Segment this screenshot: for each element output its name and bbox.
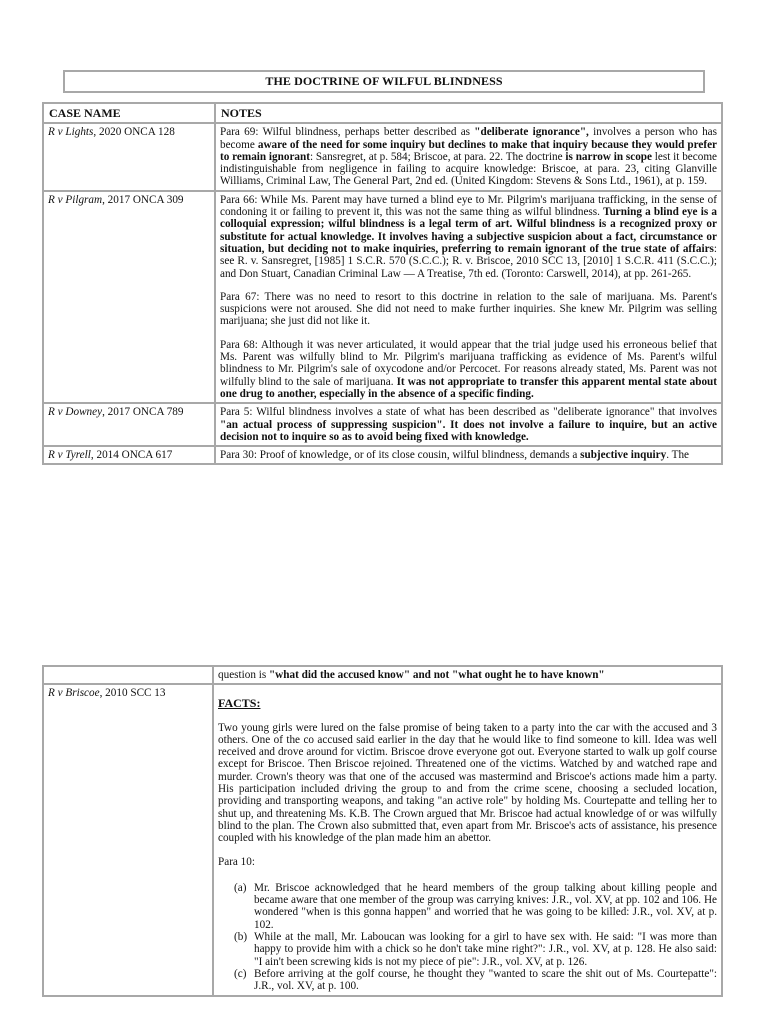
notes-cell	[216, 192, 721, 402]
list-item-text: While at the mall, Mr. Laboucan was looking for a girl to have sex with. He said: "I was more than happy to provide him with a chick so he don't take mine right?": J.R., vol. XV, at p. 128. He also said: "I ain't been screwing kids is not my piece of pie": J.R., vol. XV, at p. 126.	[254, 931, 717, 968]
text-run: Para 66: While Ms. Parent may have turned a blind eye to Mr. Pilgrim's marijuana trafficking, in the sense of condoning it or failing to prevent it, this was not the same thing as wilful blindness.	[220, 193, 717, 219]
notes-cell	[216, 124, 721, 189]
table-row	[44, 685, 721, 994]
case-name-cell	[44, 685, 212, 994]
text-run: : see R. v. Sansregret, [1985] 1 S.C.R. 570 (S.C.C.); R. v. Briscoe, 2010 SCC 13, [2010] 1 S.C.R. 411 (S.C.C.); and Don Stuart, Canadian Criminal Law — A Treatise, 7th ed. (Toronto: Carswell, 2014), at pp. 261-265.	[220, 242, 717, 280]
cases-table-continued	[42, 665, 723, 997]
case-name: R v Tyrell	[48, 449, 91, 462]
case-name-cell	[44, 192, 214, 402]
text-run: . The	[666, 449, 690, 462]
notes-paragraph	[220, 194, 717, 280]
list-item	[234, 931, 717, 968]
text-run: Para 30: Proof of knowledge, or of its close cousin, wilful blindness, demands a	[220, 449, 581, 462]
para-10-list	[218, 882, 717, 993]
cases-table-page-1	[42, 102, 723, 465]
notes-paragraph	[220, 291, 717, 328]
table-row	[44, 192, 721, 402]
text-run: Para 67: There was no need to resort to this doctrine in relation to the sale of marijuana. Ms. Parent's suspicions were not aroused. She did not need to make further inquiries. She knew Mr. Pilgrim was selling marijuana; she just did not like it.	[220, 290, 717, 328]
bold-text: "an actual process of suppressing suspicion". It does not involve a failure to inquire, but an active decision not to inquire so as to avoid being fixed with knowledge.	[220, 418, 717, 443]
list-item	[234, 968, 717, 993]
table-row	[44, 124, 721, 189]
case-citation: , 2010 SCC 13	[99, 687, 166, 700]
bold-text: Turning a blind eye is a colloquial expression; wilful blindness is a legal term of art. Wilful blindness is a recognized proxy or substitute for actual knowledge. It involves having a subjective suspicion about a fact, circumstance or situation, but deciding not to make inquiries, preferring to remain ignorant of the true state of affairs	[220, 206, 717, 255]
notes-cell	[214, 667, 721, 683]
cases-table	[42, 102, 723, 465]
table-row	[44, 667, 721, 683]
notes-paragraph	[220, 339, 717, 400]
case-citation: , 2014 ONCA 617	[90, 449, 173, 462]
text-run: question is	[218, 669, 269, 681]
bold-text: is narrow in scope	[565, 150, 652, 163]
text-run: Para 69: Wilful blindness, perhaps better described as	[220, 126, 475, 139]
text-run: Para 5: Wilful blindness involves a state of what has been described as "deliberate ignorance" that involves	[220, 406, 717, 419]
list-item-marker: (a)	[234, 881, 247, 894]
table-row	[44, 404, 721, 445]
facts-heading: FACTS:	[218, 696, 261, 711]
case-name: R v Lights	[48, 126, 94, 139]
text-run: involves a person who has become	[220, 126, 717, 151]
bold-text: It was not appropriate to transfer this apparent mental state about one drug to another, especially in the absence of a specific finding.	[220, 375, 717, 400]
list-item-marker: (c)	[234, 967, 247, 980]
para-label: Para 10:	[218, 855, 255, 868]
header-case-name: CASE NAME	[44, 104, 214, 122]
list-item-text: Mr. Briscoe acknowledged that he heard members of the group talking about killing people and became aware that one member of the group was carrying knives: J.R., vol. XV, at pp. 102 and 106. He wondered "when is this gonna happen" and worried that he was going to be killed: J.R., vol. XV, at p. 102.	[254, 881, 717, 931]
case-name-cell	[44, 404, 214, 445]
case-name: R v Pilgram	[48, 193, 103, 206]
table-header-row	[44, 104, 721, 122]
cases-table-page-2	[42, 665, 723, 1024]
table-row	[44, 447, 721, 463]
list-item-text: Before arriving at the golf course, he thought they "wanted to scare the shit out of Ms. Courtepatte": J.R., vol. XV, at p. 100.	[254, 967, 717, 993]
bold-text: aware of the need for some inquiry but declines to make that inquiry because they would prefer to remain ignorant	[220, 138, 717, 163]
list-item	[234, 882, 717, 931]
document-title-text: THE DOCTRINE OF WILFUL BLINDNESS	[265, 74, 503, 88]
bold-text: "what did the accused know" and not "what ought he to have known"	[268, 669, 605, 681]
text-run: Para 68: Although it was never articulated, it would appear that the trial judge used his erroneous belief that Ms. Parent was wilfully blind to Mr. Pilgrim's marijuana trafficking as evidence of Ms. Parent's wilful blindness to Mr. Pilgrim's sale of oxycodone and/or Percocet. For reasons already stated, Ms. Parent was not wilfully blind to the sale of marijuana.	[220, 338, 717, 388]
facts-paragraph: Two young girls were lured on the false promise of being taken to a party into the car with the accused and 3 others. One of the co accused said earlier in the day that he would like to find someone to kill. Idea was well received and drove around for victim. Briscoe drove everyone got out. Everyone started to walk up golf course except for Briscoe. Then Briscoe rejoined. Threatened one of the victims. Watched by and watched rape and murder. Crown's theory was that one of the accused was mastermind and Briscoe's actions made him a party. His participation included driving the group to and from the crime scene, choosing a secluded location, providing and transporting weapons, and taking "an active role" by holding Ms. Courtepatte and telling her to shut up, and threatening Ms. K.B. The Crown argued that Mr. Briscoe had actual knowledge of or was wilfully blind to the plan. The Crown also submitted that, even apart from Mr. Briscoe's acts of assistance, his presence coupled with his knowledge of the plan made him an abettor.	[218, 721, 717, 845]
header-notes: NOTES	[216, 104, 721, 122]
notes-cell	[216, 447, 721, 463]
notes-paragraph	[220, 406, 717, 443]
bold-text: subjective inquiry	[580, 449, 667, 462]
case-name-cell	[44, 124, 214, 189]
document-title	[63, 70, 705, 93]
text-run: lest it become indistinguishable from negligence in failing to acquire knowledge: Briscoe, at para. 23, citing Glanville Williams, Criminal Law, The General Part, 2nd ed. (United Kingdom: Stevens & Sons Ltd., 1961), at p. 159.	[220, 150, 717, 188]
case-name: R v Downey	[48, 406, 103, 419]
notes-cell	[216, 404, 721, 445]
notes-paragraph	[220, 126, 717, 187]
notes-cell	[214, 685, 721, 994]
notes-paragraph	[218, 669, 717, 681]
case-name: R v Briscoe	[48, 687, 100, 700]
bold-text: "deliberate ignorance",	[474, 126, 589, 139]
text-run: : Sansregret, at p. 584; Briscoe, at para. 22. The doctrine	[309, 150, 566, 163]
case-citation: , 2017 ONCA 309	[102, 193, 184, 206]
list-item-marker: (b)	[234, 931, 248, 944]
case-citation: , 2020 ONCA 128	[93, 126, 175, 139]
notes-paragraph	[220, 449, 717, 461]
case-name-cell	[44, 447, 214, 463]
case-citation: , 2017 ONCA 789	[102, 406, 184, 419]
case-name-cell	[44, 667, 212, 683]
